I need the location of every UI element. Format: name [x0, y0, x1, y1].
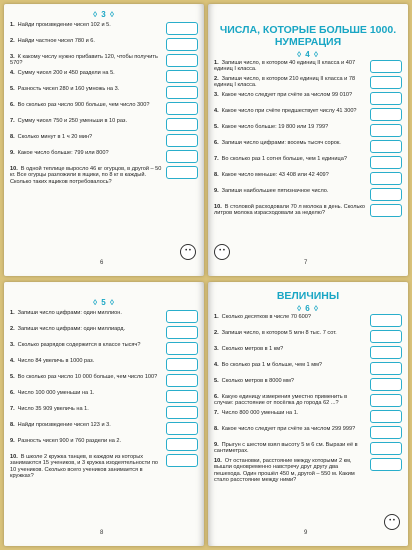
exercise-question: Какую единицу измерения уместно применить в случае: расстояние от посёлка до города 62 ...? [214, 394, 348, 407]
exercise-number: 8. [10, 422, 15, 428]
answer-box[interactable] [370, 394, 402, 407]
exercise-item [214, 124, 402, 137]
exercise-question: К какому числу нужно прибавить 120, чтобы получить 570? [10, 54, 158, 67]
exercise-item [214, 394, 402, 407]
answer-box[interactable] [166, 422, 198, 435]
exercise-number: 4. [10, 358, 15, 364]
exercise-number: 4. [214, 362, 219, 368]
exercise-number: 4. [214, 108, 219, 114]
exercise-number: 6. [10, 390, 15, 396]
exercise-number: 3. [10, 54, 15, 60]
exercise-number: 7. [10, 118, 15, 124]
answer-box[interactable] [166, 70, 198, 83]
smiley-icon: • • [180, 244, 196, 260]
exercise-number: 1. [214, 60, 219, 66]
answer-box[interactable] [166, 454, 198, 467]
answer-box[interactable] [370, 458, 402, 471]
answer-box[interactable] [370, 362, 402, 375]
answer-box[interactable] [370, 140, 402, 153]
exercise-text [10, 70, 166, 76]
top-spread [4, 4, 408, 276]
exercise-item [10, 134, 198, 147]
exercise-item [10, 310, 198, 323]
exercise-question: Запиши число, в котором 210 единиц II класса и 78 единиц I класса. [214, 76, 356, 89]
exercise-item [10, 374, 198, 387]
exercise-question: Во сколько раз 1 сотня больше, чем 1 единица? [221, 156, 347, 162]
exercise-text [214, 172, 370, 178]
exercise-item [214, 410, 402, 423]
answer-box[interactable] [166, 166, 198, 179]
answer-box[interactable] [166, 358, 198, 371]
exercise-text [214, 330, 370, 336]
exercise-question: Найди произведение чисел 102 и 5. [17, 22, 111, 28]
exercise-text [10, 390, 166, 396]
exercise-number: 8. [214, 426, 219, 432]
page-9-items [214, 314, 402, 487]
exercise-question: Сумму чисел 750 и 250 уменьши в 10 раз. [17, 118, 128, 124]
exercise-text [10, 358, 166, 364]
exercise-item [214, 172, 402, 185]
exercise-question: Запиши число цифрами: восемь тысяч сорок. [221, 140, 341, 146]
answer-box[interactable] [370, 410, 402, 423]
answer-box[interactable] [166, 134, 198, 147]
exercise-text [214, 60, 370, 73]
exercise-question: Во сколько раз число 900 больше, чем число 300? [17, 102, 150, 108]
exercise-question: Найди произведение чисел 123 и 3. [17, 422, 111, 428]
answer-box[interactable] [370, 426, 402, 439]
exercise-number: 5. [10, 374, 15, 380]
bottom-spread [4, 282, 408, 546]
page-8-items [10, 310, 198, 483]
answer-box[interactable] [166, 374, 198, 387]
exercise-item [10, 150, 198, 163]
exercise-item [214, 60, 402, 73]
exercise-question: Разность чисел 280 и 160 умножь на 3. [17, 86, 120, 92]
answer-box[interactable] [370, 108, 402, 121]
answer-box[interactable] [166, 118, 198, 131]
exercise-text [214, 426, 370, 432]
exercise-number: 6. [214, 140, 219, 146]
exercise-question: Число 100 000 уменьши на 1. [17, 390, 95, 396]
exercise-text [214, 204, 370, 217]
exercise-text [214, 458, 370, 484]
exercise-number: 1. [214, 314, 219, 320]
exercise-item [10, 54, 198, 67]
exercise-text [10, 454, 166, 480]
exercise-text [214, 124, 370, 130]
page-number: 7 [304, 260, 308, 266]
exercise-item [10, 166, 198, 185]
exercise-number: 10. [214, 458, 222, 464]
answer-box[interactable] [166, 86, 198, 99]
exercise-item [214, 362, 402, 375]
exercise-item [214, 140, 402, 153]
page-number: 9 [304, 530, 308, 536]
exercise-item [10, 326, 198, 339]
exercise-question: Запиши число цифрами: один миллион. [17, 310, 122, 316]
exercise-number: 3. [214, 346, 219, 352]
page-7 [208, 4, 408, 276]
exercise-text [10, 374, 166, 380]
exercise-text [10, 38, 166, 44]
exercise-item [10, 422, 198, 435]
exercise-text [214, 410, 370, 416]
exercise-item [10, 102, 198, 115]
exercise-text [214, 442, 370, 455]
exercise-text [10, 438, 166, 444]
exercise-text [10, 118, 166, 124]
exercise-number: 8. [214, 172, 219, 178]
exercise-question: Найди частное чисел 780 и 6. [17, 38, 95, 44]
exercise-question: Число 35 909 увеличь на 1. [17, 406, 89, 412]
exercise-number: 10. [10, 166, 18, 172]
smiley-icon: • • [384, 514, 400, 530]
exercise-text [10, 406, 166, 412]
answer-box[interactable] [166, 22, 198, 35]
exercise-number: 3. [214, 92, 219, 98]
exercise-question: Запиши число цифрами: один миллиард. [17, 326, 126, 332]
exercise-text [214, 362, 370, 368]
exercise-number: 3. [10, 342, 15, 348]
exercise-question: Число 800 000 уменьши на 1. [221, 410, 299, 416]
exercise-item [214, 76, 402, 89]
exercise-text [214, 314, 370, 320]
exercise-text [214, 394, 370, 407]
page-6-items [10, 22, 198, 188]
exercise-text [214, 156, 370, 162]
answer-box[interactable] [166, 342, 198, 355]
page-8 [4, 282, 204, 546]
section-3-title: ◊ 3 ◊ [93, 10, 115, 19]
exercise-question: Сколько разрядов содержится в классе тысяч? [17, 342, 141, 348]
page-6 [4, 4, 204, 276]
exercise-number: 2. [214, 330, 219, 336]
exercise-question: Какое число больше: 19 800 или 19 799? [221, 124, 329, 130]
answer-box[interactable] [370, 172, 402, 185]
exercise-question: Разность чисел 900 и 760 раздели на 2. [17, 438, 122, 444]
exercise-item [214, 188, 402, 201]
answer-box[interactable] [370, 442, 402, 455]
exercise-question: Сумму чисел 200 и 450 раздели на 5. [17, 70, 115, 76]
exercise-question: Сколько минут в 1 ч 20 мин? [17, 134, 93, 140]
exercise-question: Какое число следует при счёте за числом 299 999? [221, 426, 356, 432]
exercise-question: В столовой расходовали 70 л молока в день. Сколько литров молока израсходовали за неделю? [214, 204, 366, 217]
exercise-number: 8. [10, 134, 15, 140]
exercise-item [214, 314, 402, 327]
section-5-title: ◊ 5 ◊ [93, 298, 115, 307]
exercise-item [214, 346, 402, 359]
exercise-question: Запиши число, в котором 40 единиц II класса и 407 единиц I класса. [214, 60, 356, 73]
exercise-text [10, 86, 166, 92]
exercise-item [10, 22, 198, 35]
exercise-number: 9. [10, 438, 15, 444]
exercise-text [214, 108, 370, 114]
exercise-question: В школе 2 кружка танцев, в каждом из которых занимаются 15 учеников, и 3 кружка изодеятельности по 10 учеников. Сколько всего учеников занимается в кружках? [10, 454, 158, 480]
exercise-number: 6. [10, 102, 15, 108]
page-9 [208, 282, 408, 546]
exercise-text [214, 188, 370, 194]
answer-box[interactable] [166, 150, 198, 163]
page-number: 8 [100, 530, 104, 536]
answer-box[interactable] [370, 156, 402, 169]
exercise-number: 10. [10, 454, 18, 460]
exercise-question: Какое число больше: 799 или 800? [17, 150, 109, 156]
exercise-number: 2. [10, 326, 15, 332]
exercise-number: 5. [10, 86, 15, 92]
exercise-question: Запиши наибольшее пятизначное число. [221, 188, 329, 194]
exercise-text [214, 378, 370, 384]
exercise-text [10, 134, 166, 140]
exercise-text [10, 150, 166, 156]
exercise-question: Какое число следует при счёте за числом 99 010? [221, 92, 353, 98]
exercise-item [10, 86, 198, 99]
exercise-number: 4. [10, 70, 15, 76]
exercise-question: Сколько метров в 8000 мм? [221, 378, 294, 384]
exercise-question: Какое число при счёте предшествует числу 41 300? [221, 108, 357, 114]
exercise-text [10, 166, 166, 185]
exercise-text [214, 140, 370, 146]
exercise-question: Прыгун с шестом взял высоту 5 м 6 см. Вырази её в сантиметрах. [214, 442, 358, 455]
exercise-item [10, 390, 198, 403]
page-7-items [214, 60, 402, 220]
exercise-item [214, 330, 402, 343]
exercise-question: Сколько десятков в числе 70 600? [221, 314, 311, 320]
answer-box[interactable] [166, 438, 198, 451]
exercise-number: 9. [214, 442, 219, 448]
exercise-number: 1. [10, 310, 15, 316]
section-6-title: ◊ 6 ◊ [297, 304, 319, 313]
answer-box[interactable] [370, 76, 402, 89]
exercise-number: 7. [214, 156, 219, 162]
exercise-item [214, 426, 402, 439]
answer-box[interactable] [166, 38, 198, 51]
exercise-number: 5. [214, 378, 219, 384]
exercise-text [10, 422, 166, 428]
chapter-heading: ВЕЛИЧИНЫ [276, 290, 340, 302]
exercise-text [10, 102, 166, 108]
exercise-item [10, 70, 198, 83]
exercise-item [10, 454, 198, 480]
exercise-item [10, 38, 198, 51]
exercise-item [10, 118, 198, 131]
exercise-text [10, 326, 166, 332]
exercise-item [214, 442, 402, 455]
chapter-heading: ЧИСЛА, КОТОРЫЕ БОЛЬШЕ 1000. НУМЕРАЦИЯ [219, 24, 397, 48]
exercise-text [10, 342, 166, 348]
exercise-number: 10. [214, 204, 222, 210]
exercise-item [214, 204, 402, 217]
answer-box[interactable] [166, 54, 198, 67]
exercise-item [214, 458, 402, 484]
exercise-text [214, 92, 370, 98]
answer-box[interactable] [370, 188, 402, 201]
exercise-number: 9. [214, 188, 219, 194]
exercise-question: Число 84 увеличь в 1000 раз. [17, 358, 95, 364]
exercise-number: 2. [214, 76, 219, 82]
answer-box[interactable] [166, 406, 198, 419]
answer-box[interactable] [370, 346, 402, 359]
exercise-text [214, 346, 370, 352]
exercise-question: Запиши число, в котором 5 млн 8 тыс. 7 сот. [221, 330, 337, 336]
exercise-number: 1. [10, 22, 15, 28]
exercise-number: 7. [10, 406, 15, 412]
answer-box[interactable] [370, 204, 402, 217]
section-4-title: ◊ 4 ◊ [297, 50, 319, 59]
page-number: 6 [100, 260, 104, 266]
exercise-question: Во сколько раз 1 м больше, чем 1 мм? [221, 362, 323, 368]
answer-box[interactable] [166, 390, 198, 403]
answer-box[interactable] [370, 378, 402, 391]
smiley-icon: • • [214, 244, 230, 260]
answer-box[interactable] [166, 102, 198, 115]
answer-box[interactable] [370, 314, 402, 327]
exercise-number: 2. [10, 38, 15, 44]
answer-box[interactable] [370, 330, 402, 343]
exercise-item [214, 92, 402, 105]
answer-box[interactable] [166, 310, 198, 323]
exercise-number: 7. [214, 410, 219, 416]
exercise-number: 5. [214, 124, 219, 130]
answer-box[interactable] [370, 60, 402, 73]
exercise-question: В одной теплице выросло 46 кг огурцов, в другой – 50 кг. Все огурцы разложили в ящики, по 8 кг в каждый. Сколько таких ящиков потребовалось? [10, 166, 162, 185]
exercise-text [214, 76, 370, 89]
exercise-question: Какое число меньше: 43 408 или 42 409? [221, 172, 329, 178]
exercise-number: 6. [214, 394, 219, 400]
exercise-number: 9. [10, 150, 15, 156]
exercise-text [10, 310, 166, 316]
answer-box[interactable] [166, 326, 198, 339]
exercise-question: Во сколько раз число 10 000 больше, чем число 100? [17, 374, 158, 380]
exercise-item [10, 406, 198, 419]
exercise-text [10, 22, 166, 28]
exercise-item [214, 378, 402, 391]
answer-box[interactable] [370, 92, 402, 105]
exercise-item [10, 342, 198, 355]
exercise-item [214, 156, 402, 169]
exercise-item [10, 438, 198, 451]
exercise-item [214, 108, 402, 121]
exercise-text [10, 54, 166, 67]
exercise-question: Сколько метров в 1 км? [221, 346, 284, 352]
answer-box[interactable] [370, 124, 402, 137]
exercise-item [10, 358, 198, 371]
exercise-question: От остановки, расстояние между которыми 2 км, вышли одновременно навстречу друг другу два пешехода. Один прошёл 450 м, другой – 550 м. Каким стало расстояние между ними? [214, 458, 355, 484]
